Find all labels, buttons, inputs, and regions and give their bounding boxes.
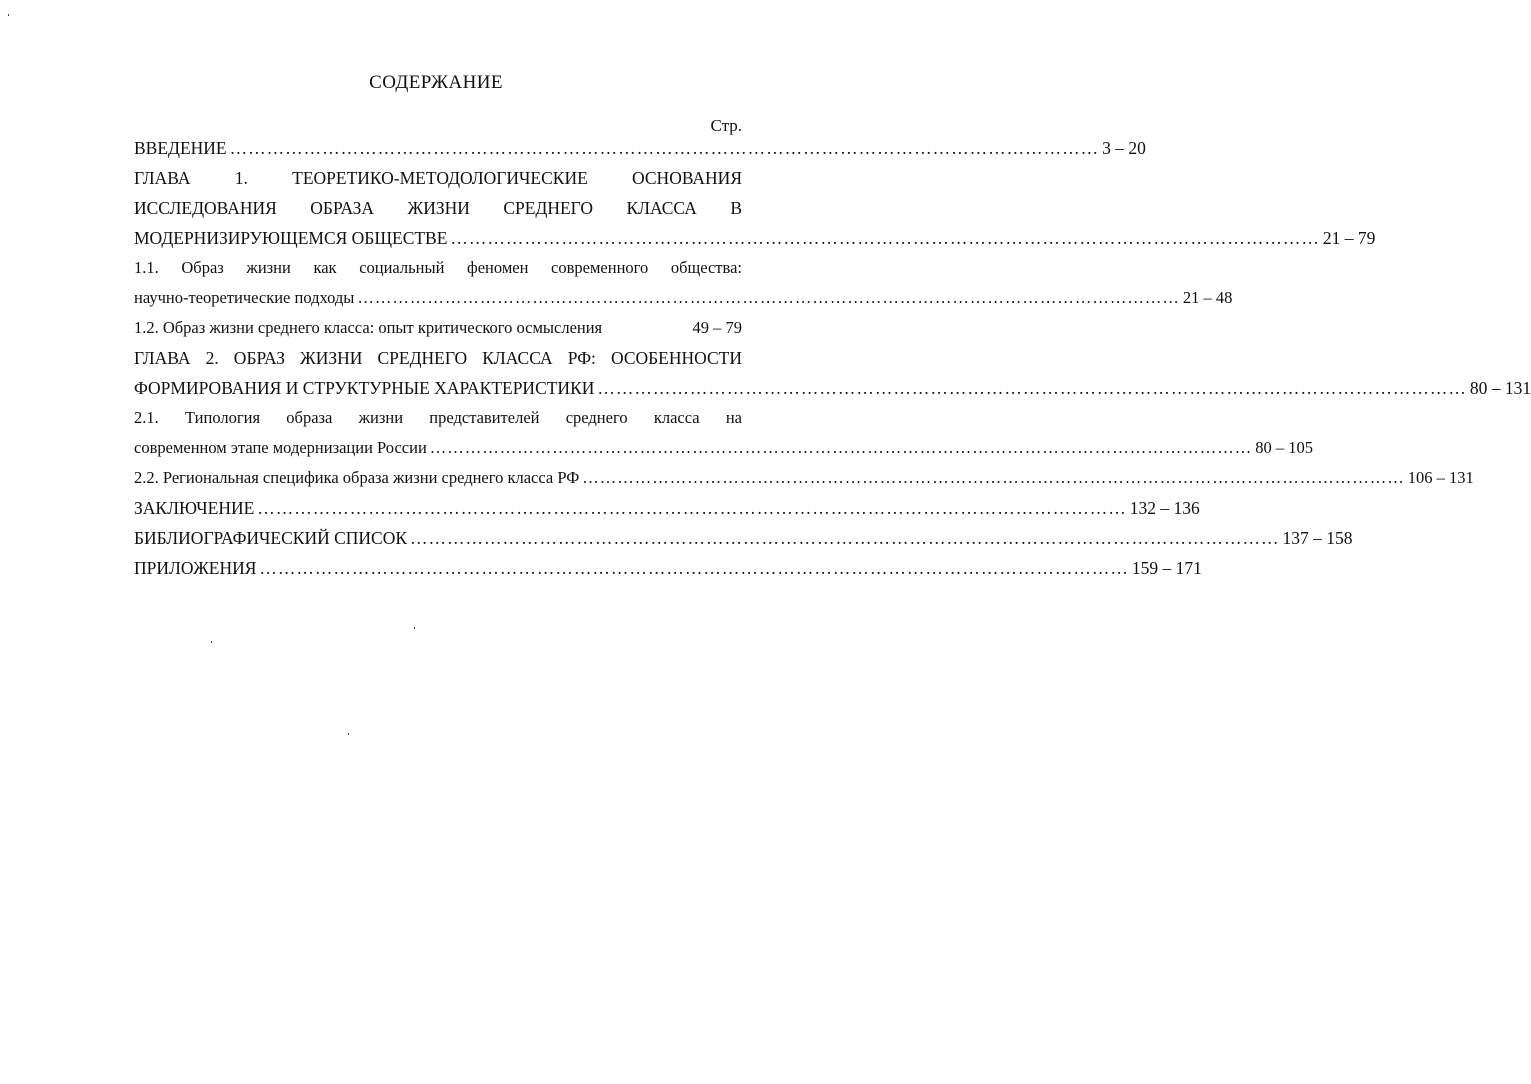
toc-entry-title-line-2: научно-теоретические подходы: [134, 288, 355, 307]
page-title: СОДЕРЖАНИЕ: [369, 72, 503, 93]
toc-entry-title: ВВЕДЕНИЕ: [134, 138, 227, 158]
toc-entry-chapter-2: [134, 343, 1531, 403]
leader-dots: ……………………………………………………………………………………………………………………………: [229, 138, 1100, 158]
toc-entry-title: ПРИЛОЖЕНИЯ: [134, 558, 257, 578]
toc-entry-pages: 106 – 131: [1407, 468, 1474, 487]
leader-dots: ……………………………………………………………………………………………………………………………: [582, 468, 1405, 487]
scan-speck: [8, 14, 9, 16]
toc-entry-last-line: [134, 373, 1531, 403]
toc-entry-pages: 159 – 171: [1131, 558, 1202, 578]
leader-dots: ……………………………………………………………………………………………………………………………: [450, 228, 1320, 248]
toc-entry-title: 2.2. Региональная специфика образа жизни среднего класса РФ: [134, 468, 580, 487]
table-of-contents: [134, 133, 1531, 583]
toc-entry-pages: 3 – 20: [1102, 138, 1146, 158]
toc-entry-pages: 132 – 136: [1129, 498, 1200, 518]
toc-entry-title-line-1: 2.1. Типология образа жизни представителей среднего класса на: [134, 408, 742, 427]
toc-entry-pages: 49 – 79: [692, 318, 742, 337]
toc-entry-pages: 80 – 105: [1255, 438, 1314, 457]
toc-entry-pages: 21 – 48: [1182, 288, 1233, 307]
toc-entry-introduction: [134, 133, 1146, 163]
scan-speck: [414, 627, 415, 629]
toc-entry-title-line-2: ФОРМИРОВАНИЯ И СТРУКТУРНЫЕ ХАРАКТЕРИСТИКИ: [134, 378, 595, 398]
toc-entry-title: БИБЛИОГРАФИЧЕСКИЙ СПИСОК: [134, 528, 408, 548]
toc-entry-conclusion: [134, 493, 1200, 523]
toc-entry-section-1-2: [134, 313, 742, 343]
toc-entry-pages: 137 – 158: [1282, 528, 1353, 548]
leader-dots: ……………………………………………………………………………………………………………………………: [410, 528, 1280, 548]
leader-dots: ……………………………………………………………………………………………………………………………: [597, 378, 1467, 398]
toc-entry-section-2-2: [134, 463, 1474, 493]
scan-speck: [348, 733, 349, 735]
toc-entry-title-line-1: 1.1. Образ жизни как социальный феномен современного общества:: [134, 258, 742, 277]
toc-entry-pages: 80 – 131: [1469, 378, 1531, 398]
leader-dots: ……………………………………………………………………………………………………………………………: [357, 288, 1180, 307]
toc-entry-bibliography: [134, 523, 1353, 553]
toc-entry-title-line-1: ГЛАВА 1. ТЕОРЕТИКО-МЕТОДОЛОГИЧЕСКИЕ ОСНОВАНИЯ: [134, 168, 742, 188]
toc-entry-appendices: [134, 553, 1202, 583]
toc-entry-title: 1.2. Образ жизни среднего класса: опыт критического осмысления: [134, 318, 603, 337]
toc-entry-title-line-3: МОДЕРНИЗИРУЮЩЕМСЯ ОБЩЕСТВЕ: [134, 228, 448, 248]
toc-entry-last-line: [134, 223, 1376, 253]
toc-entry-pages: 21 – 79: [1322, 228, 1376, 248]
toc-entry-title-line-2: современном этапе модернизации России: [134, 438, 427, 457]
leader-dots: ……………………………………………………………………………………………………………………………: [429, 438, 1253, 457]
toc-entry-title: ЗАКЛЮЧЕНИЕ: [134, 498, 255, 518]
page-column-label: Стр.: [710, 116, 742, 135]
leader-dots: ……………………………………………………………………………………………………………………………: [257, 498, 1127, 518]
toc-entry-last-line: [134, 433, 1314, 463]
toc-entry-last-line: [134, 283, 1233, 313]
leader-dots: ……………………………………………………………………………………………………………………………: [259, 558, 1129, 578]
toc-entry-title-line-1: ГЛАВА 2. ОБРАЗ ЖИЗНИ СРЕДНЕГО КЛАССА РФ: ОСОБЕННОСТИ: [134, 348, 742, 368]
toc-entry-section-2-1: [134, 403, 1314, 463]
toc-entry-chapter-1: [134, 163, 1376, 253]
toc-entry-section-1-1: [134, 253, 1233, 313]
scan-speck: [211, 641, 212, 643]
toc-entry-title-line-2: ИССЛЕДОВАНИЯ ОБРАЗА ЖИЗНИ СРЕДНЕГО КЛАССА В: [134, 198, 742, 218]
